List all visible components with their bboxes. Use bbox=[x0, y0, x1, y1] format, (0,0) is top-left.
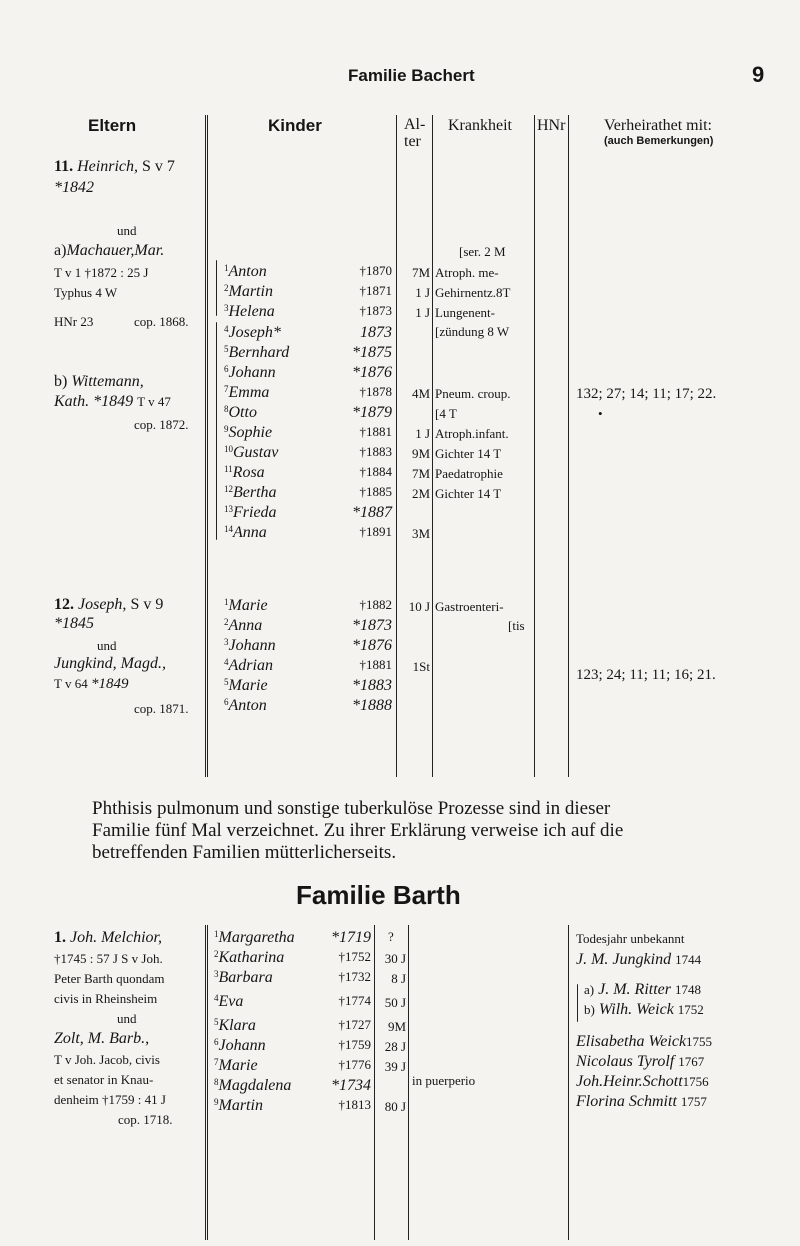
child-year: †1884 bbox=[359, 464, 392, 479]
child-year: *1876 bbox=[352, 364, 392, 381]
child-age: 39 J bbox=[384, 1059, 406, 1074]
child-year: *1876 bbox=[352, 637, 392, 654]
child-name: $^{10}$Gustav bbox=[224, 444, 279, 461]
barth-und: und bbox=[117, 1011, 137, 1026]
child-year: †1881 bbox=[359, 657, 392, 672]
child-name: $^1$Margaretha bbox=[214, 929, 295, 946]
child-age: 50 J bbox=[384, 995, 406, 1010]
header-kinder: Kinder bbox=[268, 116, 322, 135]
barth-married-7: Joh.Heinr.Schott1756 bbox=[576, 1073, 709, 1090]
barth-parent-line: †1745 : 57 J S v Joh. bbox=[54, 951, 163, 966]
section-title: Familie Barth bbox=[296, 880, 461, 910]
child-age: 2M bbox=[411, 486, 430, 501]
child-disease: Lungenent- bbox=[435, 305, 495, 320]
barth-parent-line: denheim †1759 : 41 J bbox=[54, 1092, 166, 1107]
column-rule bbox=[207, 925, 208, 1240]
child-name: $^1$Anton bbox=[224, 263, 267, 280]
brace bbox=[577, 984, 578, 1022]
barth-married-1: Todesjahr unbekannt bbox=[576, 931, 685, 946]
barth-parent-line: civis in Rheinsheim bbox=[54, 991, 158, 1006]
child-name: $^6$Johann bbox=[214, 1037, 266, 1054]
family12-disease: [tis bbox=[508, 618, 525, 633]
family11-cop-a: cop. 1868. bbox=[134, 314, 189, 329]
column-rule bbox=[568, 925, 569, 1240]
child-year: †1885 bbox=[359, 484, 392, 499]
child-age: 30 J bbox=[384, 951, 406, 966]
column-rule bbox=[534, 115, 535, 777]
child-year: †1870 bbox=[359, 263, 392, 278]
column-rule bbox=[205, 115, 206, 777]
column-rule bbox=[408, 925, 409, 1240]
child-age: 8 J bbox=[391, 971, 406, 986]
barth-married-4: b) Wilh. Weick 1752 bbox=[584, 1001, 704, 1018]
child-name: $^{11}$Rosa bbox=[224, 464, 265, 481]
child-year: †1882 bbox=[359, 597, 392, 612]
child-name: $^8$Otto bbox=[224, 404, 257, 421]
family12-father: 12. Joseph, S v 9 bbox=[54, 596, 164, 613]
child-name: $^5$Marie bbox=[224, 677, 268, 694]
child-year: *1883 bbox=[352, 677, 392, 694]
child-age: 3M bbox=[411, 526, 430, 541]
header-alter: Al- ter bbox=[404, 116, 426, 150]
paragraph-line: betreffenden Familien mütterlicherseits. bbox=[92, 842, 397, 863]
header-krankheit: Krankheit bbox=[448, 117, 512, 134]
family12-mother-origin: T v 64 *1849 bbox=[54, 676, 129, 692]
child-year: *1888 bbox=[352, 697, 392, 714]
child-name: $^4$Eva bbox=[214, 993, 244, 1010]
family11-mother: a)Machauer,Mar. bbox=[54, 242, 165, 259]
child-name: $^8$Magdalena bbox=[214, 1077, 292, 1094]
barth-married-8: Florina Schmitt 1757 bbox=[576, 1093, 707, 1110]
child-name: $^6$Johann bbox=[224, 364, 276, 381]
header-bemerkungen: (auch Bemerkungen) bbox=[604, 135, 714, 147]
child-year: *1719 bbox=[331, 929, 371, 946]
child-disease: Gichter 14 T bbox=[435, 486, 502, 501]
child-name: $^7$Emma bbox=[224, 384, 270, 401]
family11-married-note: 132; 27; 14; 11; 17; 22. bbox=[576, 386, 717, 402]
child-name: $^{14}$Anna bbox=[224, 524, 267, 541]
child-age: 1St bbox=[412, 659, 430, 674]
child-age: 7M bbox=[411, 265, 430, 280]
child-name: $^2$Martin bbox=[224, 283, 273, 300]
child-disease: [4 T bbox=[435, 406, 457, 421]
child-name: $^6$Anton bbox=[224, 697, 267, 714]
barth-parent-line: cop. 1718. bbox=[118, 1112, 173, 1127]
child-disease: Atroph. me- bbox=[435, 265, 499, 280]
disease-continuation: [ser. 2 M bbox=[459, 244, 506, 259]
child-name: $^9$Martin bbox=[214, 1097, 263, 1114]
child-year: †1727 bbox=[338, 1017, 371, 1032]
barth-mother: Zolt, M. Barb., bbox=[54, 1030, 150, 1047]
child-age: 1 J bbox=[415, 426, 430, 441]
child-age: 4M bbox=[411, 386, 430, 401]
header-hnr: HNr bbox=[537, 117, 566, 134]
child-age: 9M bbox=[411, 446, 430, 461]
child-year: †1878 bbox=[359, 384, 392, 399]
child-name: $^4$Joseph* bbox=[224, 324, 281, 341]
family11-father-born: *1842 bbox=[54, 179, 94, 196]
child-year: †1873 bbox=[359, 303, 392, 318]
brace bbox=[216, 322, 217, 540]
child-name: $^2$Anna bbox=[224, 617, 263, 634]
running-title: Familie Bachert bbox=[348, 66, 475, 85]
child-year: †1881 bbox=[359, 424, 392, 439]
paragraph-line: Familie fünf Mal verzeichnet. Zu ihrer Erklärung verweise ich auf die bbox=[92, 820, 624, 841]
child-name: $^1$Marie bbox=[224, 597, 268, 614]
header-eltern: Eltern bbox=[88, 116, 137, 135]
brace bbox=[216, 260, 217, 316]
family12-cop: cop. 1871. bbox=[134, 701, 189, 716]
child-year: †1883 bbox=[359, 444, 392, 459]
note-mark: • bbox=[598, 406, 603, 421]
child-name: $^3$Barbara bbox=[214, 969, 273, 986]
family12-und: und bbox=[97, 638, 117, 653]
barth-parent-line: Peter Barth quondam bbox=[54, 971, 165, 986]
child-year: †1871 bbox=[359, 283, 392, 298]
barth-parent-line: T v Joh. Jacob, civis bbox=[54, 1052, 160, 1067]
barth-in-puerperio: in puerperio bbox=[412, 1073, 476, 1088]
column-rule bbox=[205, 925, 206, 1240]
page-number: 9 bbox=[752, 62, 765, 87]
child-year: †1732 bbox=[338, 969, 371, 984]
header-verheirathet: Verheirathet mit: bbox=[604, 117, 712, 134]
child-year: †1891 bbox=[359, 524, 392, 539]
child-year: *1887 bbox=[352, 504, 392, 521]
column-rule bbox=[374, 925, 375, 1240]
paragraph-line: Phthisis pulmonum und sonstige tuberkulöse Prozesse sind in dieser bbox=[92, 798, 611, 819]
child-disease: Pneum. croup. bbox=[435, 386, 511, 401]
child-year: *1873 bbox=[352, 617, 392, 634]
family11-und: und bbox=[117, 223, 137, 238]
barth-married-3: a) J. M. Ritter 1748 bbox=[584, 981, 701, 998]
child-name: $^7$Marie bbox=[214, 1057, 258, 1074]
child-disease: Atroph.infant. bbox=[435, 426, 509, 441]
child-name: $^3$Helena bbox=[224, 303, 275, 320]
child-year: *1879 bbox=[352, 404, 392, 421]
column-rule bbox=[396, 115, 397, 777]
column-rule bbox=[568, 115, 569, 777]
child-name: $^3$Johann bbox=[224, 637, 276, 654]
child-age: 80 J bbox=[384, 1099, 406, 1114]
barth-married-6: Nicolaus Tyrolf 1767 bbox=[576, 1053, 705, 1070]
child-disease: Paedatrophie bbox=[435, 466, 503, 481]
family12-father-born: *1845 bbox=[54, 615, 94, 632]
child-name: $^4$Adrian bbox=[224, 657, 273, 674]
column-rule bbox=[207, 115, 208, 777]
family11-second-wife: b) Wittemann, bbox=[54, 373, 144, 390]
child-age: 9M bbox=[387, 1019, 406, 1034]
child-name: $^2$Katharina bbox=[214, 949, 285, 966]
barth-parent-1: 1. Joh. Melchior, bbox=[54, 929, 162, 946]
family12-disease: Gastroenteri- bbox=[435, 599, 504, 614]
family11-cop-b: cop. 1872. bbox=[134, 417, 189, 432]
child-name: $^{13}$Frieda bbox=[224, 504, 277, 521]
child-disease: Gehirnentz.8T bbox=[435, 285, 511, 300]
child-year: 1873 bbox=[360, 324, 392, 341]
family11-hnr: HNr 23 bbox=[54, 314, 94, 329]
family12-mother: Jungkind, Magd., bbox=[54, 655, 166, 672]
child-year: †1759 bbox=[338, 1037, 371, 1052]
barth-married-5: Elisabetha Weick1755 bbox=[576, 1033, 713, 1050]
child-name: $^{12}$Bertha bbox=[224, 484, 277, 501]
family11-mother-cause: Typhus 4 W bbox=[54, 285, 118, 300]
child-age: 28 J bbox=[384, 1039, 406, 1054]
child-name: $^9$Sophie bbox=[224, 424, 273, 441]
barth-married-2: J. M. Jungkind 1744 bbox=[576, 951, 702, 968]
family11-father: 11. Heinrich, S v 7 bbox=[54, 158, 175, 175]
child-year: †1774 bbox=[338, 993, 371, 1008]
child-age: 1 J bbox=[415, 285, 430, 300]
child-age: 10 J bbox=[408, 599, 430, 614]
child-name: $^5$Klara bbox=[214, 1017, 256, 1034]
barth-parent-line: et senator in Knau- bbox=[54, 1072, 154, 1087]
child-year: *1875 bbox=[352, 344, 392, 361]
child-year: *1734 bbox=[331, 1077, 371, 1094]
child-age: 1 J bbox=[415, 305, 430, 320]
child-year: †1752 bbox=[338, 949, 371, 964]
child-name: $^5$Bernhard bbox=[224, 344, 290, 361]
family12-married-note: 123; 24; 11; 11; 16; 21. bbox=[576, 667, 716, 683]
child-year: †1813 bbox=[338, 1097, 371, 1112]
family11-second-wife-origin: Kath. *1849 T v 47 bbox=[54, 393, 171, 410]
child-age: 7M bbox=[411, 466, 430, 481]
column-rule bbox=[432, 115, 433, 777]
disease-continuation: [zündung 8 W bbox=[435, 324, 510, 339]
barth-age-unknown: ? bbox=[388, 929, 394, 944]
child-disease: Gichter 14 T bbox=[435, 446, 502, 461]
family11-mother-death: T v 1 †1872 : 25 J bbox=[54, 265, 149, 280]
child-year: †1776 bbox=[338, 1057, 371, 1072]
